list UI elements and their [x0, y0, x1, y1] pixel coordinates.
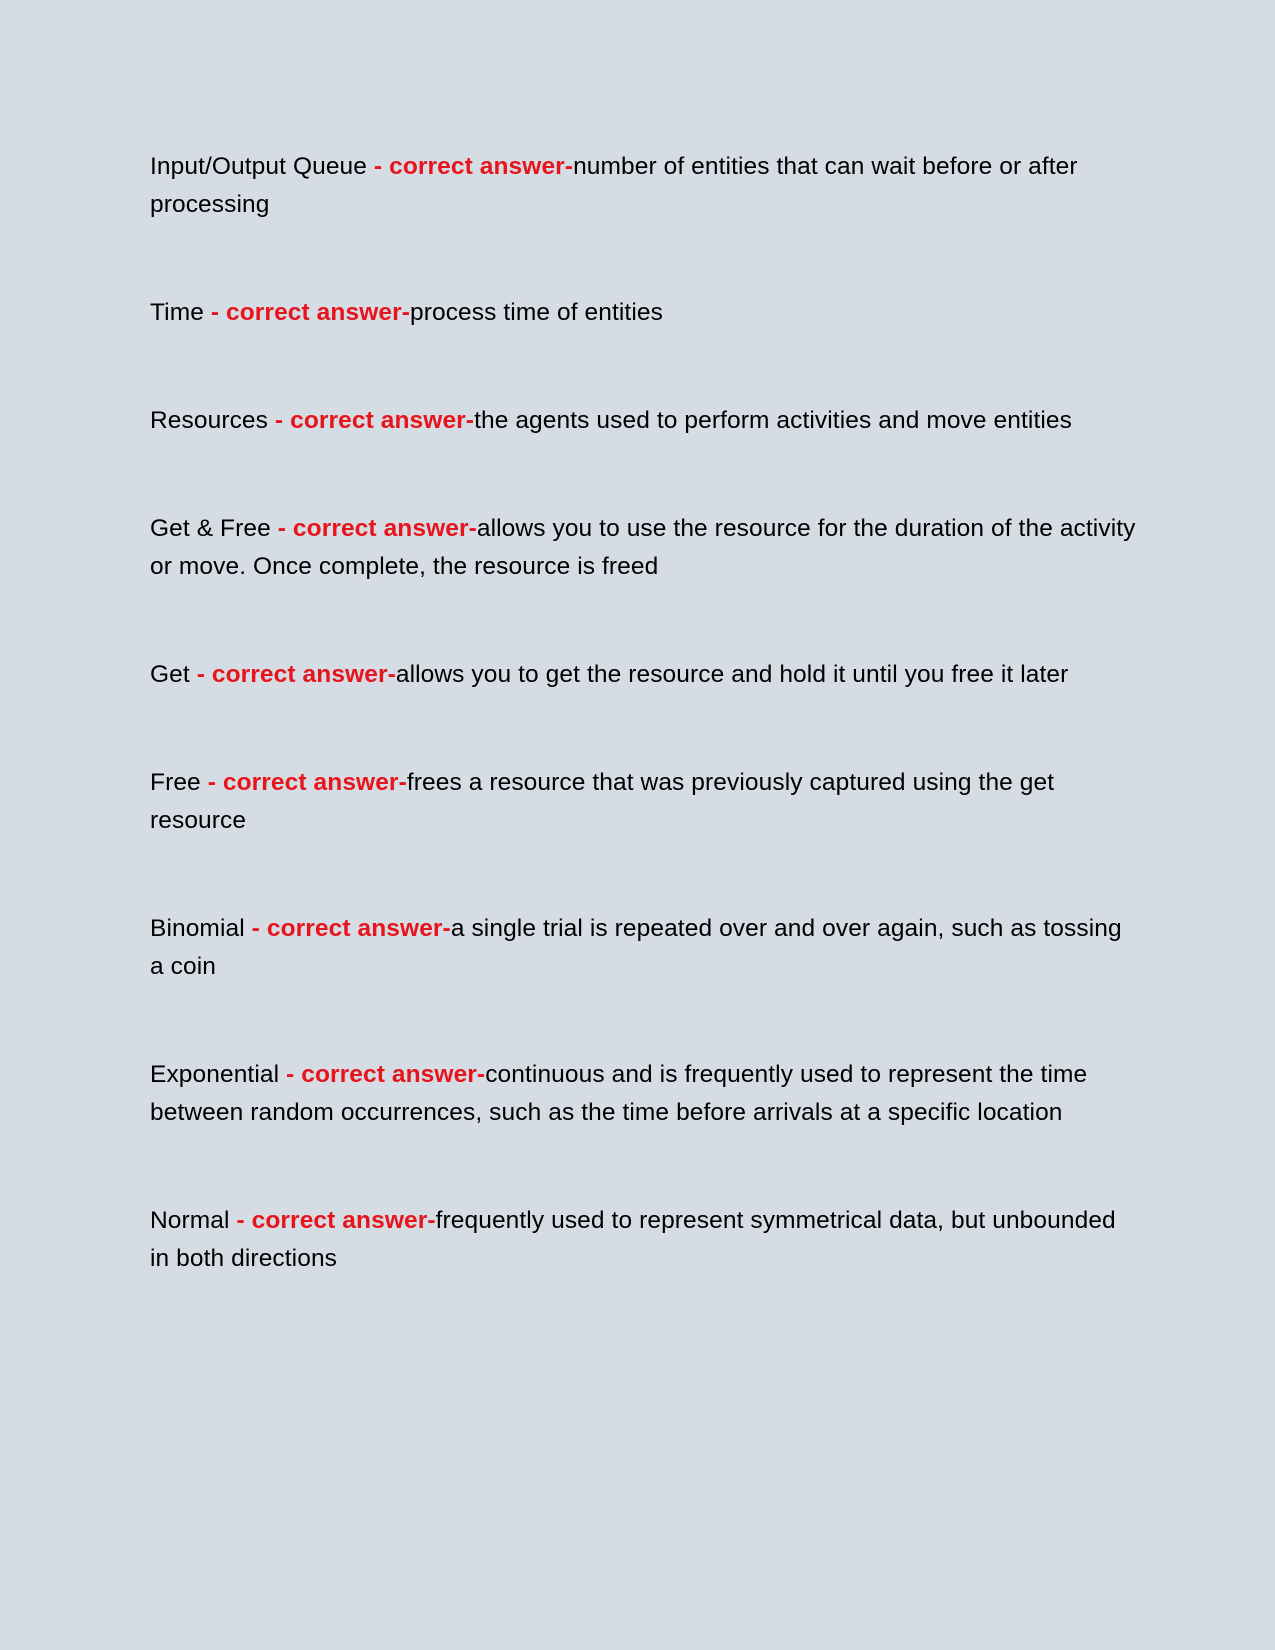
entry-term: Get: [150, 661, 190, 688]
flashcard-entry: [150, 148, 1140, 224]
correct-answer-marker: - correct answer-: [189, 661, 396, 688]
flashcard-entry: [150, 294, 1140, 332]
entry-definition: frees a resource that was previously captured using the get resource: [150, 769, 1055, 834]
correct-answer-marker: - correct answer-: [270, 515, 477, 542]
entry-definition: a single trial is repeated over and over again, such as tossing a coin: [150, 915, 1122, 980]
flashcard-entry: [150, 1056, 1140, 1132]
entry-term: Input/Output Queue: [150, 153, 368, 180]
correct-answer-marker: - correct answer-: [279, 1061, 486, 1088]
entry-definition: allows you to get the resource and hold it until you free it later: [395, 661, 1069, 688]
entry-definition: the agents used to perform activities and move entities: [474, 407, 1072, 434]
entry-term: Exponential: [150, 1061, 280, 1088]
flashcard-entry: [150, 1202, 1140, 1278]
correct-answer-marker: - correct answer-: [268, 407, 475, 434]
flashcard-entry: [150, 910, 1140, 986]
entry-definition: continuous and is frequently used to represent the time between random occurrences, such as the time before arrivals at a specific location: [150, 1061, 1088, 1126]
entry-definition: number of entities that can wait before or after processing: [150, 153, 1078, 218]
entry-definition: process time of entities: [409, 299, 663, 326]
entry-term: Binomial: [150, 915, 245, 942]
entry-term: Resources: [150, 407, 269, 434]
entry-term: Free: [150, 769, 201, 796]
entry-definition: allows you to use the resource for the duration of the activity or move. Once complete, the resource is freed: [150, 515, 1136, 580]
flashcard-entry: [150, 510, 1140, 586]
correct-answer-marker: - correct answer-: [203, 299, 410, 326]
entry-definition: frequently used to represent symmetrical data, but unbounded in both directions: [150, 1207, 1116, 1272]
flashcard-entry: [150, 764, 1140, 840]
entry-term: Time: [150, 299, 204, 326]
correct-answer-marker: - correct answer-: [244, 915, 451, 942]
flashcard-entry: [150, 656, 1140, 694]
correct-answer-marker: - correct answer-: [200, 769, 407, 796]
entry-term: Normal: [150, 1207, 230, 1234]
entry-term: Get & Free: [150, 515, 271, 542]
flashcard-page: [150, 148, 1140, 1348]
flashcard-entry: [150, 402, 1140, 440]
correct-answer-marker: - correct answer-: [367, 153, 574, 180]
correct-answer-marker: - correct answer-: [229, 1207, 436, 1234]
